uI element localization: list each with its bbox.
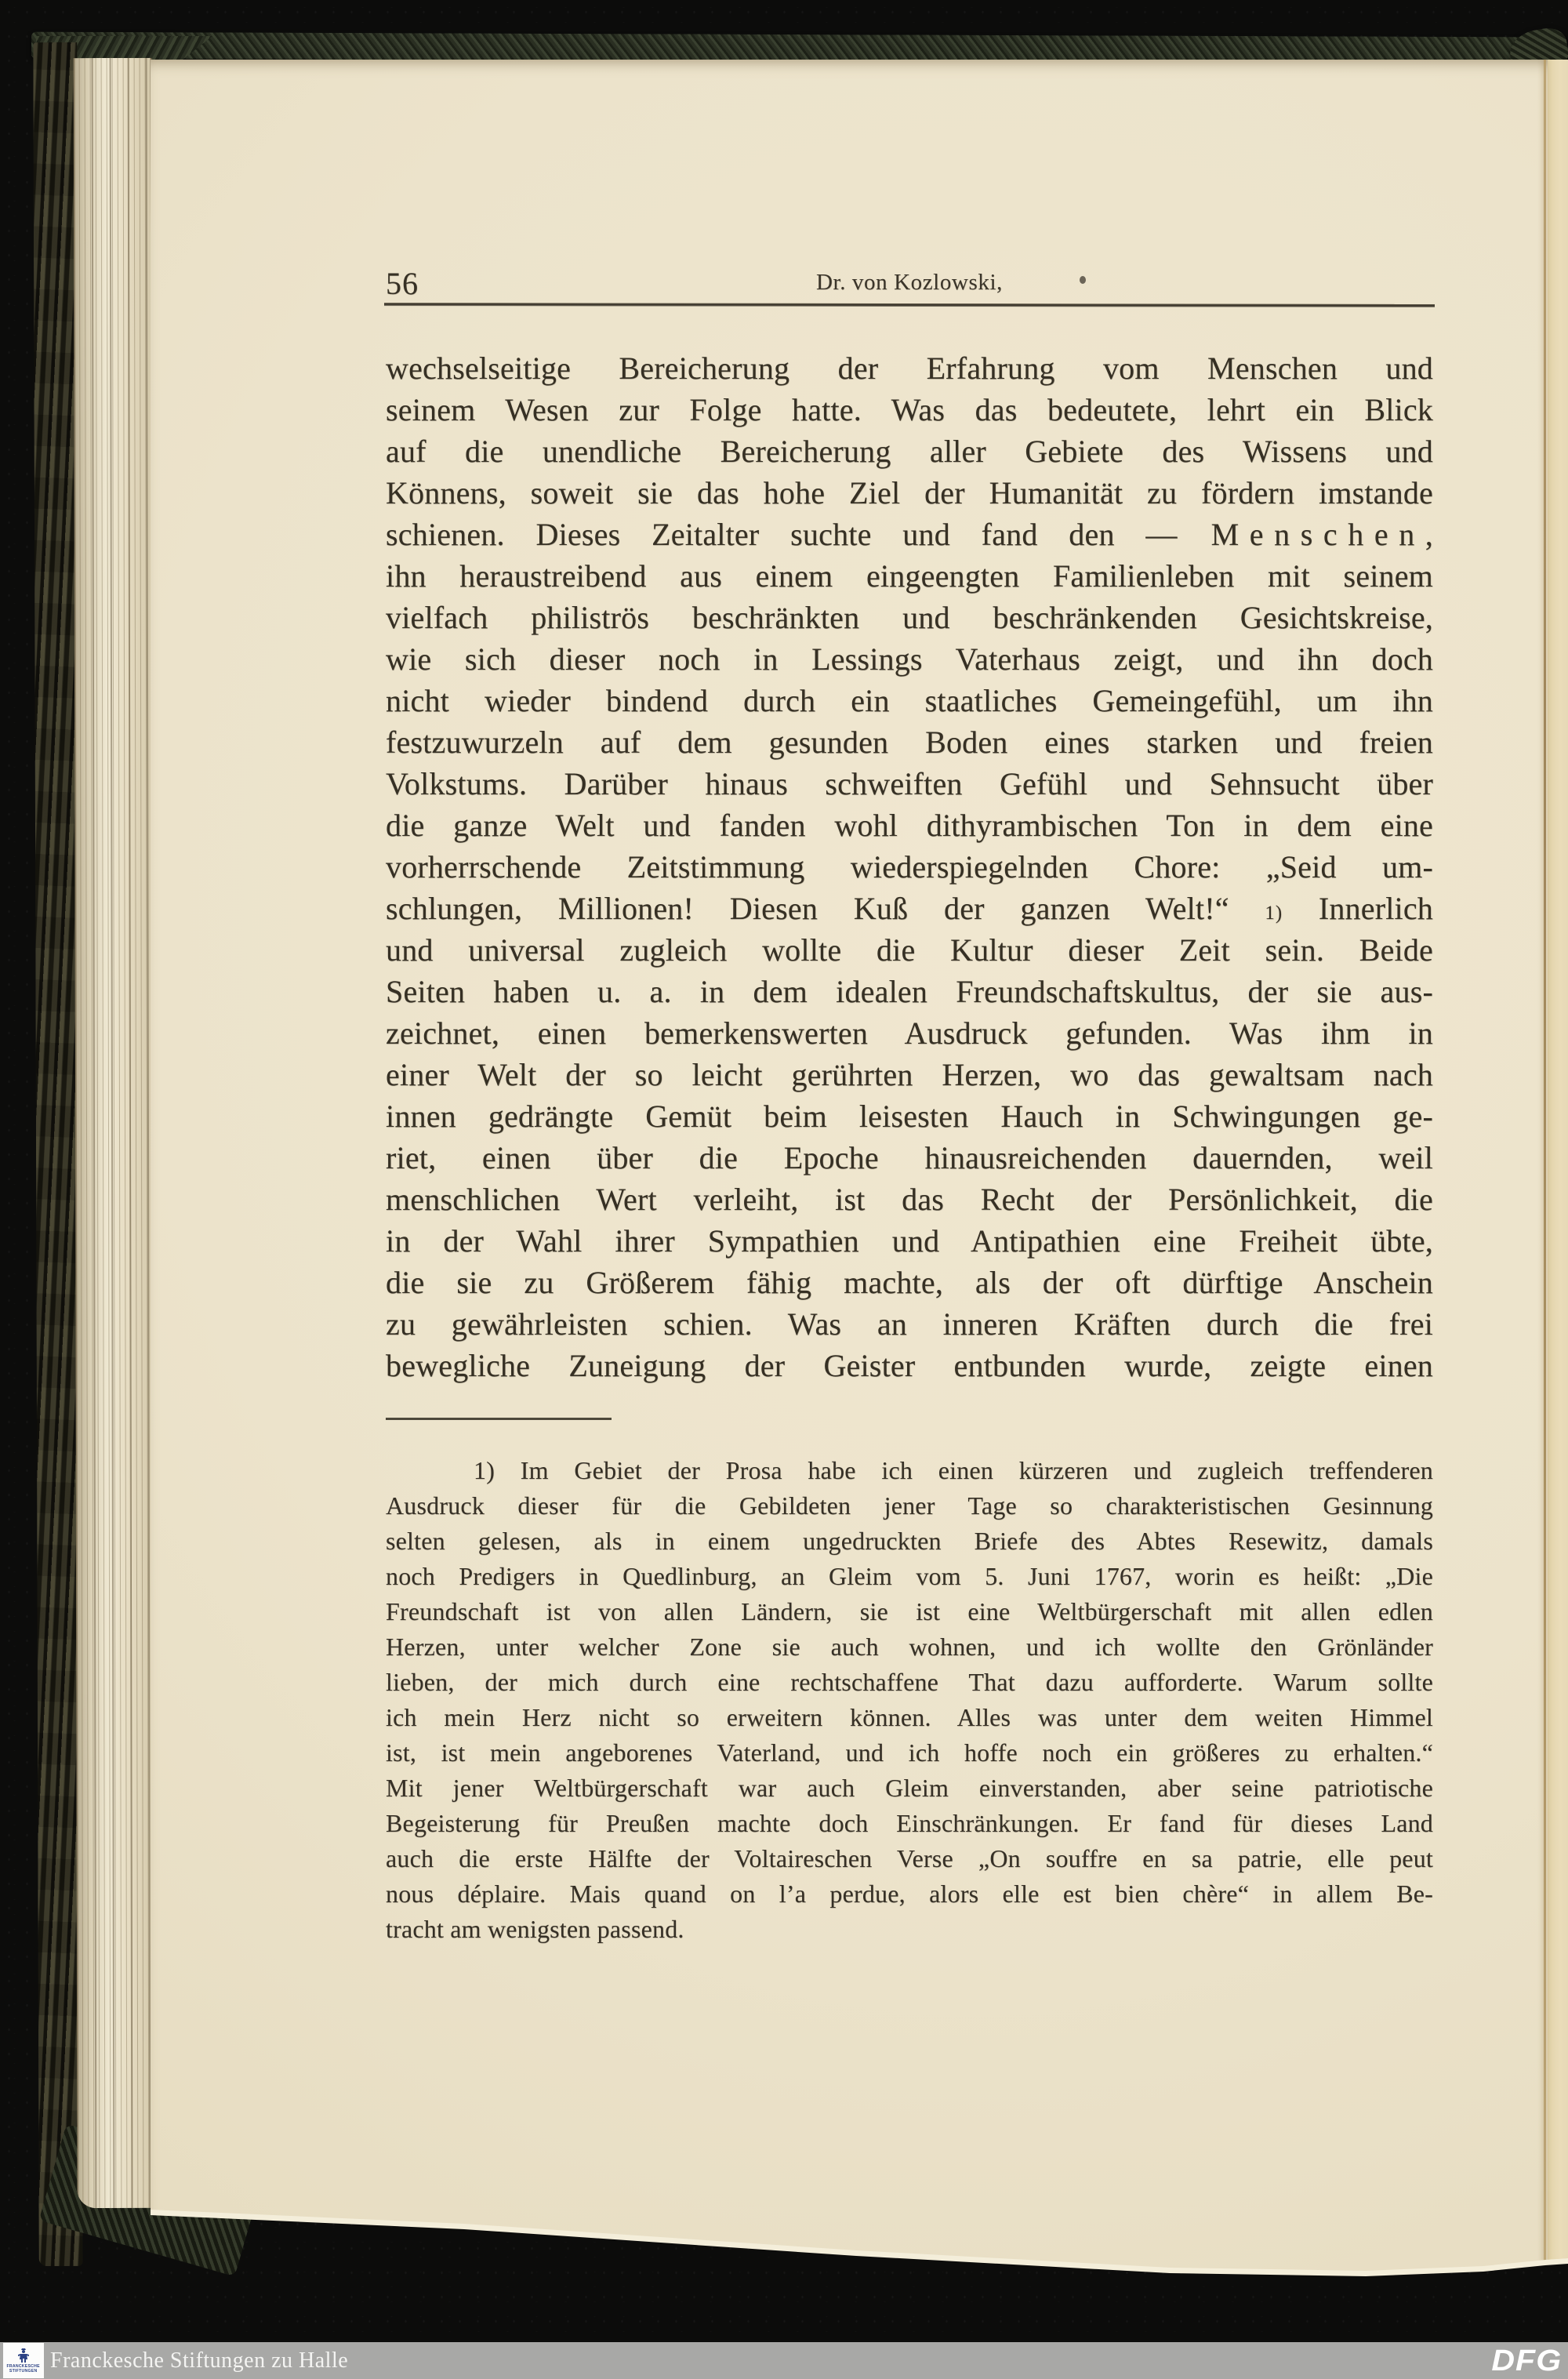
page-gutter (1548, 60, 1568, 2283)
body-line: Seiten haben u. a. in dem idealen Freundschaftskultus, der sie aus- (386, 974, 1433, 1009)
footnote-line: 1) Im Gebiet der Prosa habe ich einen kürzeren und zugleich treffenderen (474, 1456, 1433, 1484)
footnote-line: Ausdruck dieser für die Gebildeten jener Tage so charakteristischen Gesinnung (386, 1491, 1433, 1520)
francke-logo-text-line2: STIFTUNGEN (9, 2369, 38, 2374)
body-line: Volkstums. Darüber hinaus schweiften Gefühl und Sehnsucht über (386, 766, 1433, 801)
viewer-footer-bar (0, 2342, 1568, 2379)
body-line: nicht wieder bindend durch ein staatliches Gemeingefühl, um ihn (386, 683, 1433, 718)
footnote-line: Begeisterung für Preußen machte doch Einschränkungen. Er fand für dieses Land (386, 1809, 1433, 1837)
body-line: vielfach philiströs beschränkten und beschränkenden Gesichtskreise, (386, 600, 1433, 635)
body-line: riet, einen über die Epoche hinausreichenden dauernden, weil (386, 1140, 1433, 1175)
body-line: innen gedrängte Gemüt beim leisesten Hauch in Schwingungen ge- (386, 1099, 1433, 1134)
ink-speck (1080, 276, 1086, 284)
body-line: bewegliche Zuneigung der Geister entbunden wurde, zeigte einen (386, 1348, 1433, 1383)
footnote-line: ich mein Herz nicht so erweitern können. Alles was unter dem weiten Himmel (386, 1703, 1433, 1731)
footnote-line: auch die erste Hälfte der Voltaireschen Verse „On souffre en sa patrie, elle peut (386, 1844, 1433, 1872)
body-line: vorherrschende Zeitstimmung wiederspiegelnden Chore: „Seid um- (386, 849, 1433, 884)
footnote-line: Mit jener Weltbürgerschaft war auch Gleim einverstanden, aber seine patriotische (386, 1774, 1433, 1802)
body-line: menschlichen Wert verleiht, ist das Recht der Persönlichkeit, die (386, 1182, 1433, 1217)
book-binding-top-edge (31, 32, 1565, 64)
footnote-line: ist, ist mein angeborenes Vaterland, und ich hoffe noch ein größeres zu erhalten.“ (386, 1738, 1433, 1767)
body-line: seinem Wesen zur Folge hatte. Was das bedeutete, lehrt ein Blick (386, 392, 1433, 427)
body-line: Könnens, soweit sie das hohe Ziel der Humanität zu fördern imstande (386, 475, 1433, 510)
body-line: auf die unendliche Bereicherung aller Gebiete des Wissens und (386, 434, 1433, 469)
footnote-text (386, 1453, 1433, 1947)
footnote-line: lieben, der mich durch eine rechtschaffene That dazu aufforderte. Warum sollte (386, 1668, 1433, 1696)
francke-logo-box (3, 2343, 44, 2378)
footnote-line: Freundschaft ist von allen Ländern, sie ist eine Weltbürgerschaft mit allen edlen (386, 1597, 1433, 1625)
footnote-rule (386, 1418, 612, 1420)
page-edge-stack (74, 58, 156, 2208)
body-line: schlungen, Millionen! Diesen Kuß der ganzen Welt!“ $^{1)}$ Innerlich (386, 891, 1433, 926)
body-line: schienen. Dieses Zeitalter suchte und fand den — Menschen, (386, 517, 1433, 552)
footnote-line: noch Predigers in Quedlinburg, an Gleim vom 5. Juni 1767, worin es heißt: „Die (386, 1562, 1433, 1590)
footnote-line: tracht am wenigsten passend. (386, 1915, 684, 1943)
body-line: zu gewährleisten schien. Was an inneren Kräften durch die frei (386, 1306, 1433, 1342)
body-line: zeichnet, einen bemerkenswerten Ausdruck gefunden. Was ihm in (386, 1015, 1433, 1051)
body-line: einer Welt der so leicht gerührten Herzen, wo das gewaltsam nach (386, 1057, 1433, 1092)
running-header: Dr. von Kozlowski, (816, 270, 1003, 295)
body-line: wechselseitige Bereicherung der Erfahrung vom Menschen und (386, 350, 1433, 386)
body-line: ihn heraustreibend aus einem eingeengten Familienleben mit seinem (386, 558, 1433, 594)
footnote-line: selten gelesen, als in einem ungedruckten Briefe des Abtes Resewitz, damals (386, 1527, 1433, 1555)
francke-figure-icon (16, 2348, 31, 2363)
body-line: die ganze Welt und fanden wohl dithyrambischen Ton in dem eine (386, 808, 1433, 843)
footnote-line: nous déplaire. Mais quand on l’a perdue, alors elle est bien chère“ in allem Be- (386, 1880, 1433, 1908)
body-line: wie sich dieser noch in Lessings Vaterhaus zeigt, und ihn doch (386, 641, 1433, 677)
footnote-line: Herzen, unter welcher Zone sie auch wohnen, und ich wollte den Grönländer (386, 1633, 1433, 1661)
dfg-logo: DFG (1491, 2344, 1562, 2377)
body-text (386, 347, 1433, 1386)
page-fold-crease (1544, 60, 1546, 2283)
body-line: in der Wahl ihrer Sympathien und Antipathien eine Freiheit übte, (386, 1223, 1433, 1259)
body-line: und universal zugleich wollte die Kultur dieser Zeit sein. Beide (386, 932, 1433, 968)
body-line: festzuwurzeln auf dem gesunden Boden eines starken und freien (386, 725, 1433, 760)
page-number: 56 (386, 266, 419, 301)
body-line: die sie zu Größerem fähig machte, als der oft dürftige Anschein (386, 1265, 1433, 1300)
francke-logo-text-line1: FRANCKESCHE (6, 2364, 41, 2369)
institution-label: Franckesche Stiftungen zu Halle (50, 2348, 349, 2373)
